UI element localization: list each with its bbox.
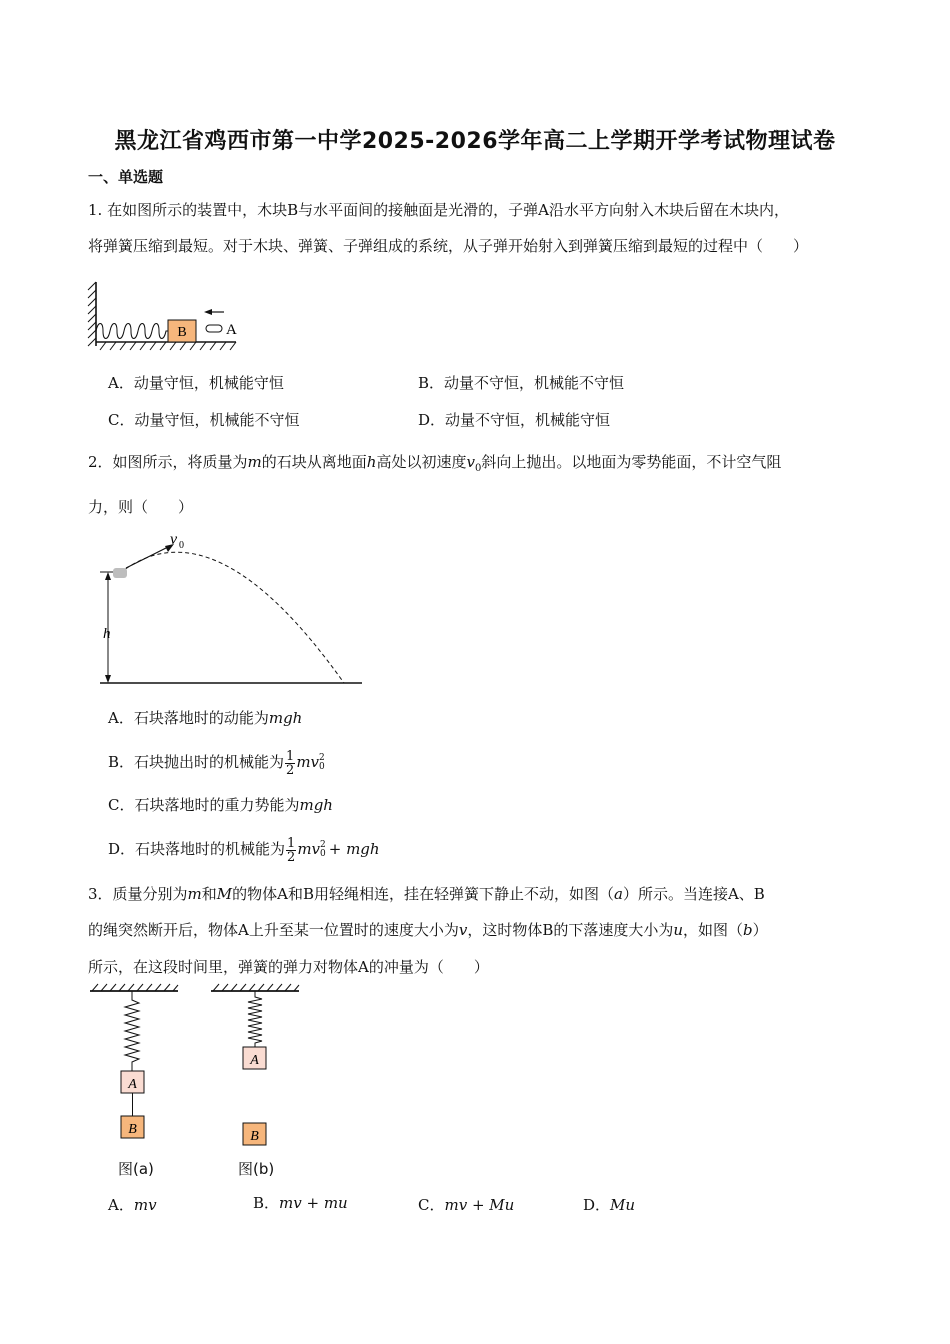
- q3b-block-b-label: B: [250, 1129, 259, 1144]
- q1-block-b-label: B: [177, 325, 187, 340]
- q2-v0-symbol: v: [466, 453, 475, 471]
- q2-option-a[interactable]: A．石块落地时的动能为mgh: [108, 709, 303, 727]
- q1-arrow-head: [204, 309, 212, 315]
- page-title: 黑龙江省鸡西市第一中学2025-2026学年高二上学期开学考试物理试卷: [114, 129, 836, 154]
- q3-figure-a: [88, 982, 180, 1182]
- q1-line1: 1. 在如图所示的装置中，木块B与水平面间的接触面是光滑的，子弹A沿水平方向射入木块后留在木块内，: [88, 201, 789, 219]
- q3-figure-b-caption: 图(b): [238, 1160, 275, 1178]
- q2-velocity-subscript: 0: [179, 540, 184, 551]
- q2-option-d-fraction: $\frac{1}{2}$: [287, 835, 296, 865]
- q2-figure: [96, 528, 368, 690]
- q2-velocity-arrow: [126, 547, 168, 568]
- q3-option-d[interactable]: D．Mu: [583, 1196, 636, 1214]
- q3a-ceiling-hatch: [92, 984, 178, 991]
- q1-bullet: [206, 325, 222, 332]
- q1-floor-hatch: [100, 342, 236, 350]
- q2-option-b[interactable]: B．石块抛出时的机械能为 $\frac{1}{2}$ mv 2 0: [108, 748, 325, 778]
- q2-height-symbol: h: [366, 453, 377, 471]
- q2-stone: [113, 568, 127, 578]
- q1-figure: [86, 278, 246, 354]
- q2-velocity-label: v: [170, 531, 178, 548]
- q1-option-a[interactable]: A．动量守恒，机械能守恒: [108, 374, 284, 392]
- q1-option-c[interactable]: C．动量守恒，机械能不守恒: [108, 411, 300, 429]
- q2-line1: 2．如图所示，将质量为m的石块从离地面h高处以初速度$v_0$斜向上抛出。以地面为零势能面，不计空气阻: [88, 453, 782, 474]
- q2-mass-symbol: m: [247, 453, 262, 471]
- q3a-block-a-label: A: [128, 1077, 137, 1092]
- q3a-spring: [125, 991, 139, 1071]
- q3b-ceiling-hatch: [213, 984, 299, 991]
- q1-line2: 将弹簧压缩到最短。对于木块、弹簧、子弹组成的系统，从子弹开始射入到弹簧压缩到最短的过程中（ ）: [88, 237, 809, 255]
- q3-option-a[interactable]: A．mv: [108, 1196, 157, 1214]
- q2-height-arrow-up: [105, 572, 111, 580]
- q3-option-c[interactable]: C．mv + Mu: [418, 1196, 515, 1214]
- q3b-block-a-label: A: [250, 1053, 259, 1068]
- q3-figure-a-caption: 图(a): [118, 1160, 154, 1178]
- section-heading: 一、单选题: [88, 168, 164, 186]
- q3a-block-b-label: B: [128, 1122, 137, 1137]
- q2-height-label: h: [103, 626, 111, 642]
- q3-option-b[interactable]: B．mv + mu: [253, 1194, 348, 1212]
- q3-figure-b: [209, 982, 301, 1152]
- q3-line3: 所示，在这段时间里，弹簧的弹力对物体A的冲量为（ ）: [88, 958, 489, 976]
- q3-line2: 的绳突然断开后，物体A上升至某一位置时的速度大小为v，这时物体B的下落速度大小为u，如图（b）: [88, 921, 768, 939]
- q3b-spring: [248, 991, 262, 1047]
- q1-wall-hatch: [88, 282, 96, 346]
- q2-trajectory: [120, 552, 344, 683]
- q1-spring: [96, 324, 169, 339]
- q2-option-c[interactable]: C．石块落地时的重力势能为mgh: [108, 796, 333, 814]
- q2-option-d[interactable]: D．石块落地时的机械能为 $\frac{1}{2}$ mv 2 0 + mgh: [108, 835, 380, 865]
- q2-line2: 力，则（ ）: [88, 498, 194, 516]
- q3-line1: 3．质量分别为m和M的物体A和B用轻绳相连，挂在轻弹簧下静止不动，如图（a）所示。当连接A、B: [88, 885, 765, 903]
- q2-height-arrow-down: [105, 675, 111, 683]
- q2-option-b-fraction: $\frac{1}{2}$: [286, 748, 295, 778]
- q1-option-d[interactable]: D．动量不守恒，机械能守恒: [418, 411, 611, 429]
- q1-option-b[interactable]: B．动量不守恒，机械能不守恒: [418, 374, 625, 392]
- q1-bullet-label: A: [226, 322, 237, 338]
